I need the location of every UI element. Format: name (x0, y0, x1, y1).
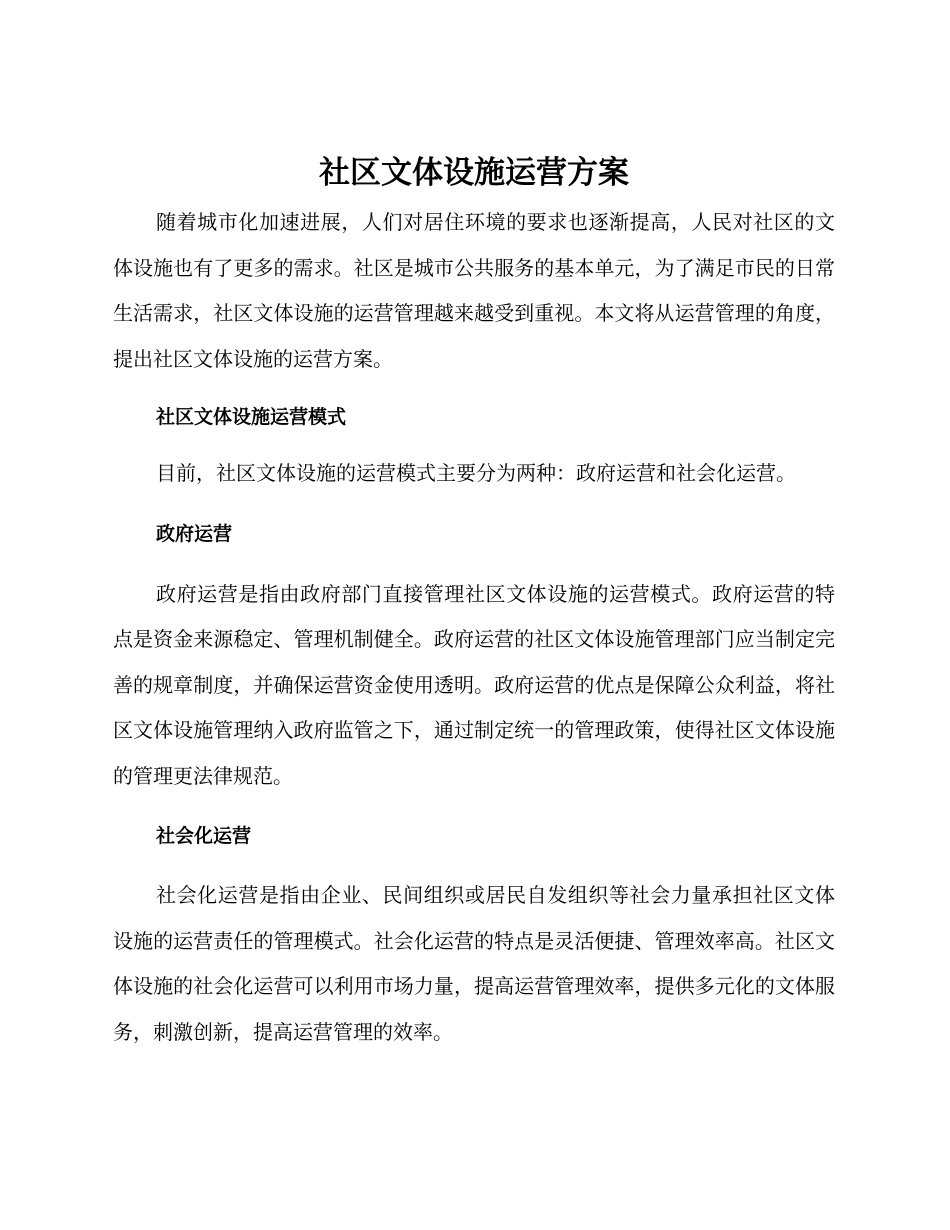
section-paragraph-government-operation: 政府运营是指由政府部门直接管理社区文体设施的运营模式。政府运营的特点是资金来源稳定、管理机制健全。政府运营的社区文体设施管理部门应当制定完善的规章制度，并确保运营资金使用透明。政府运营的优点是保障公众利益，将社区文体设施管理纳入政府监管之下，通过制定统一的管理政策，使得社区文体设施的管理更法律规范。 (113, 581, 835, 788)
intro-paragraph: 随着城市化加速进展，人们对居住环境的要求也逐渐提高，人民对社区的文体设施也有了更多的需求。社区是城市公共服务的基本单元，为了满足市民的日常生活需求，社区文体设施的运营管理越来越受到重视。本文将从运营管理的角度，提出社区文体设施的运营方案。 (113, 210, 835, 371)
document-body (113, 150, 835, 1055)
section-paragraph-social-operation: 社会化运营是指由企业、民间组织或居民自发组织等社会力量承担社区文体设施的运营责任的管理模式。社会化运营的特点是灵活便捷、管理效率高。社区文体设施的社会化运营可以利用市场力量，提高运营管理效率，提供多元化的文体服务，刺激创新，提高运营管理的效率。 (113, 883, 835, 1044)
section-paragraph-operation-modes: 目前，社区文体设施的运营模式主要分为两种：政府运营和社会化运营。 (156, 461, 796, 485)
section-heading-social-operation: 社会化运营 (156, 825, 252, 847)
section-heading-operation-modes: 社区文体设施运营模式 (156, 406, 347, 428)
document-title: 社区文体设施运营方案 (319, 155, 629, 191)
section-heading-government-operation: 政府运营 (156, 522, 233, 545)
